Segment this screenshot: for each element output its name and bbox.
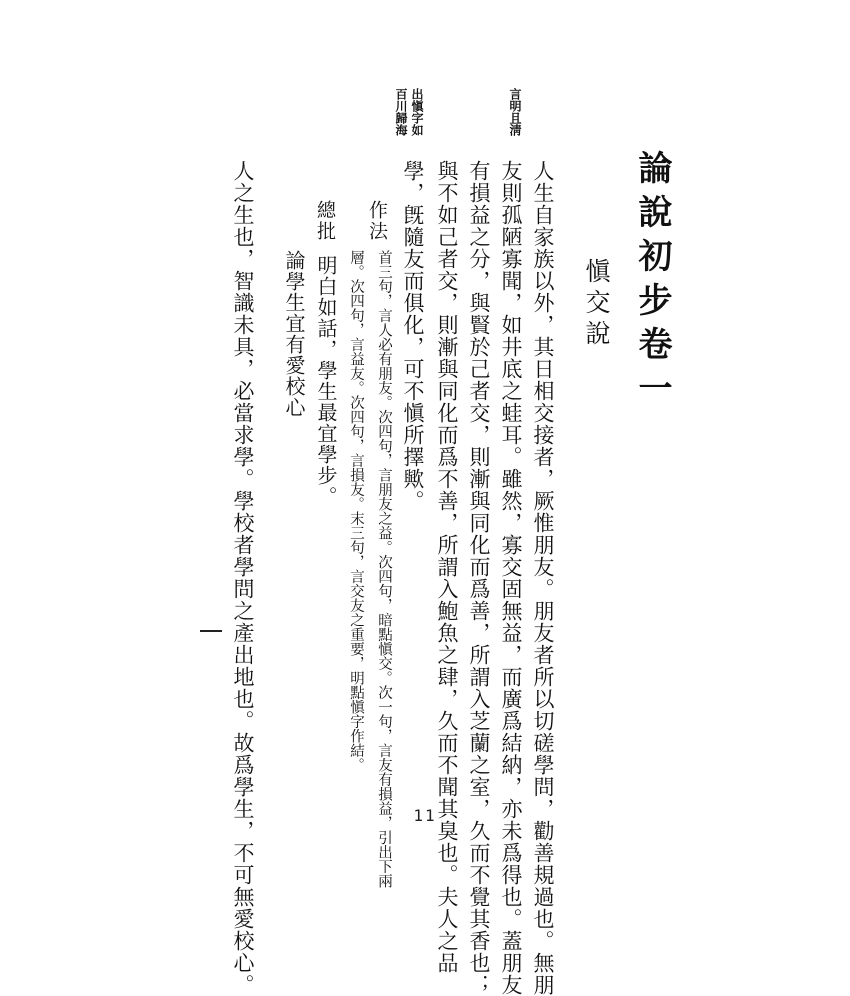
essay-line-1: 人生自家族以外，其日相交接者，厥惟朋友。朋友者所以切磋學問，勸善規過也。無朋 <box>531 160 555 996</box>
book-title: 論說初步卷一 <box>632 150 672 414</box>
essay-line-4: 與不如己者交，則漸與同化而爲不善，所謂入鮑魚之肆，久而不聞其臭也。夫人之品 <box>435 160 459 974</box>
essay-title: 愼交說 <box>582 258 611 351</box>
method-line-2: 層。次四句，言益友。次四句，言損友。末三句，言交友之重要，明點愼字作結。 <box>348 250 364 772</box>
comment-text: 明白如話，學生最宜學步。 <box>314 255 338 507</box>
essay-line-5: 學，旣隨友而俱化，可不愼所擇歟。 <box>401 160 425 512</box>
essay-line-3: 有損益之分，與賢於己者交，則漸與同化而爲善，所謂入芝蘭之室，久而不覺其香也； <box>467 160 491 996</box>
method-label: 作法 <box>366 200 388 242</box>
margin-mark <box>200 630 222 632</box>
essay-line-2: 友則孤陋寡聞，如井底之蛙耳。雖然，寡交固無益，而廣爲結納，亦未爲得也。蓋朋友 <box>499 160 523 996</box>
gloss-note-2: 出愼字如 <box>410 88 424 136</box>
method-line-1: 首三句，言人必有朋友。次四句，言朋友之益。次四句，暗點愼交。次一句，言友有損益，引出下兩 <box>376 250 392 888</box>
essay2-title: 論學生宜有愛校心 <box>282 250 306 418</box>
gloss-note-1: 言明且淸 <box>508 88 522 136</box>
page-number: 11 <box>413 806 437 825</box>
gloss-note-3: 百川歸海 <box>394 88 408 136</box>
comment-label: 總批 <box>314 200 336 242</box>
essay2-line-1: 人之生也，智識未具，必當求學。學校者學問之產出地也。故爲學生，不可無愛校心。 <box>231 160 255 996</box>
